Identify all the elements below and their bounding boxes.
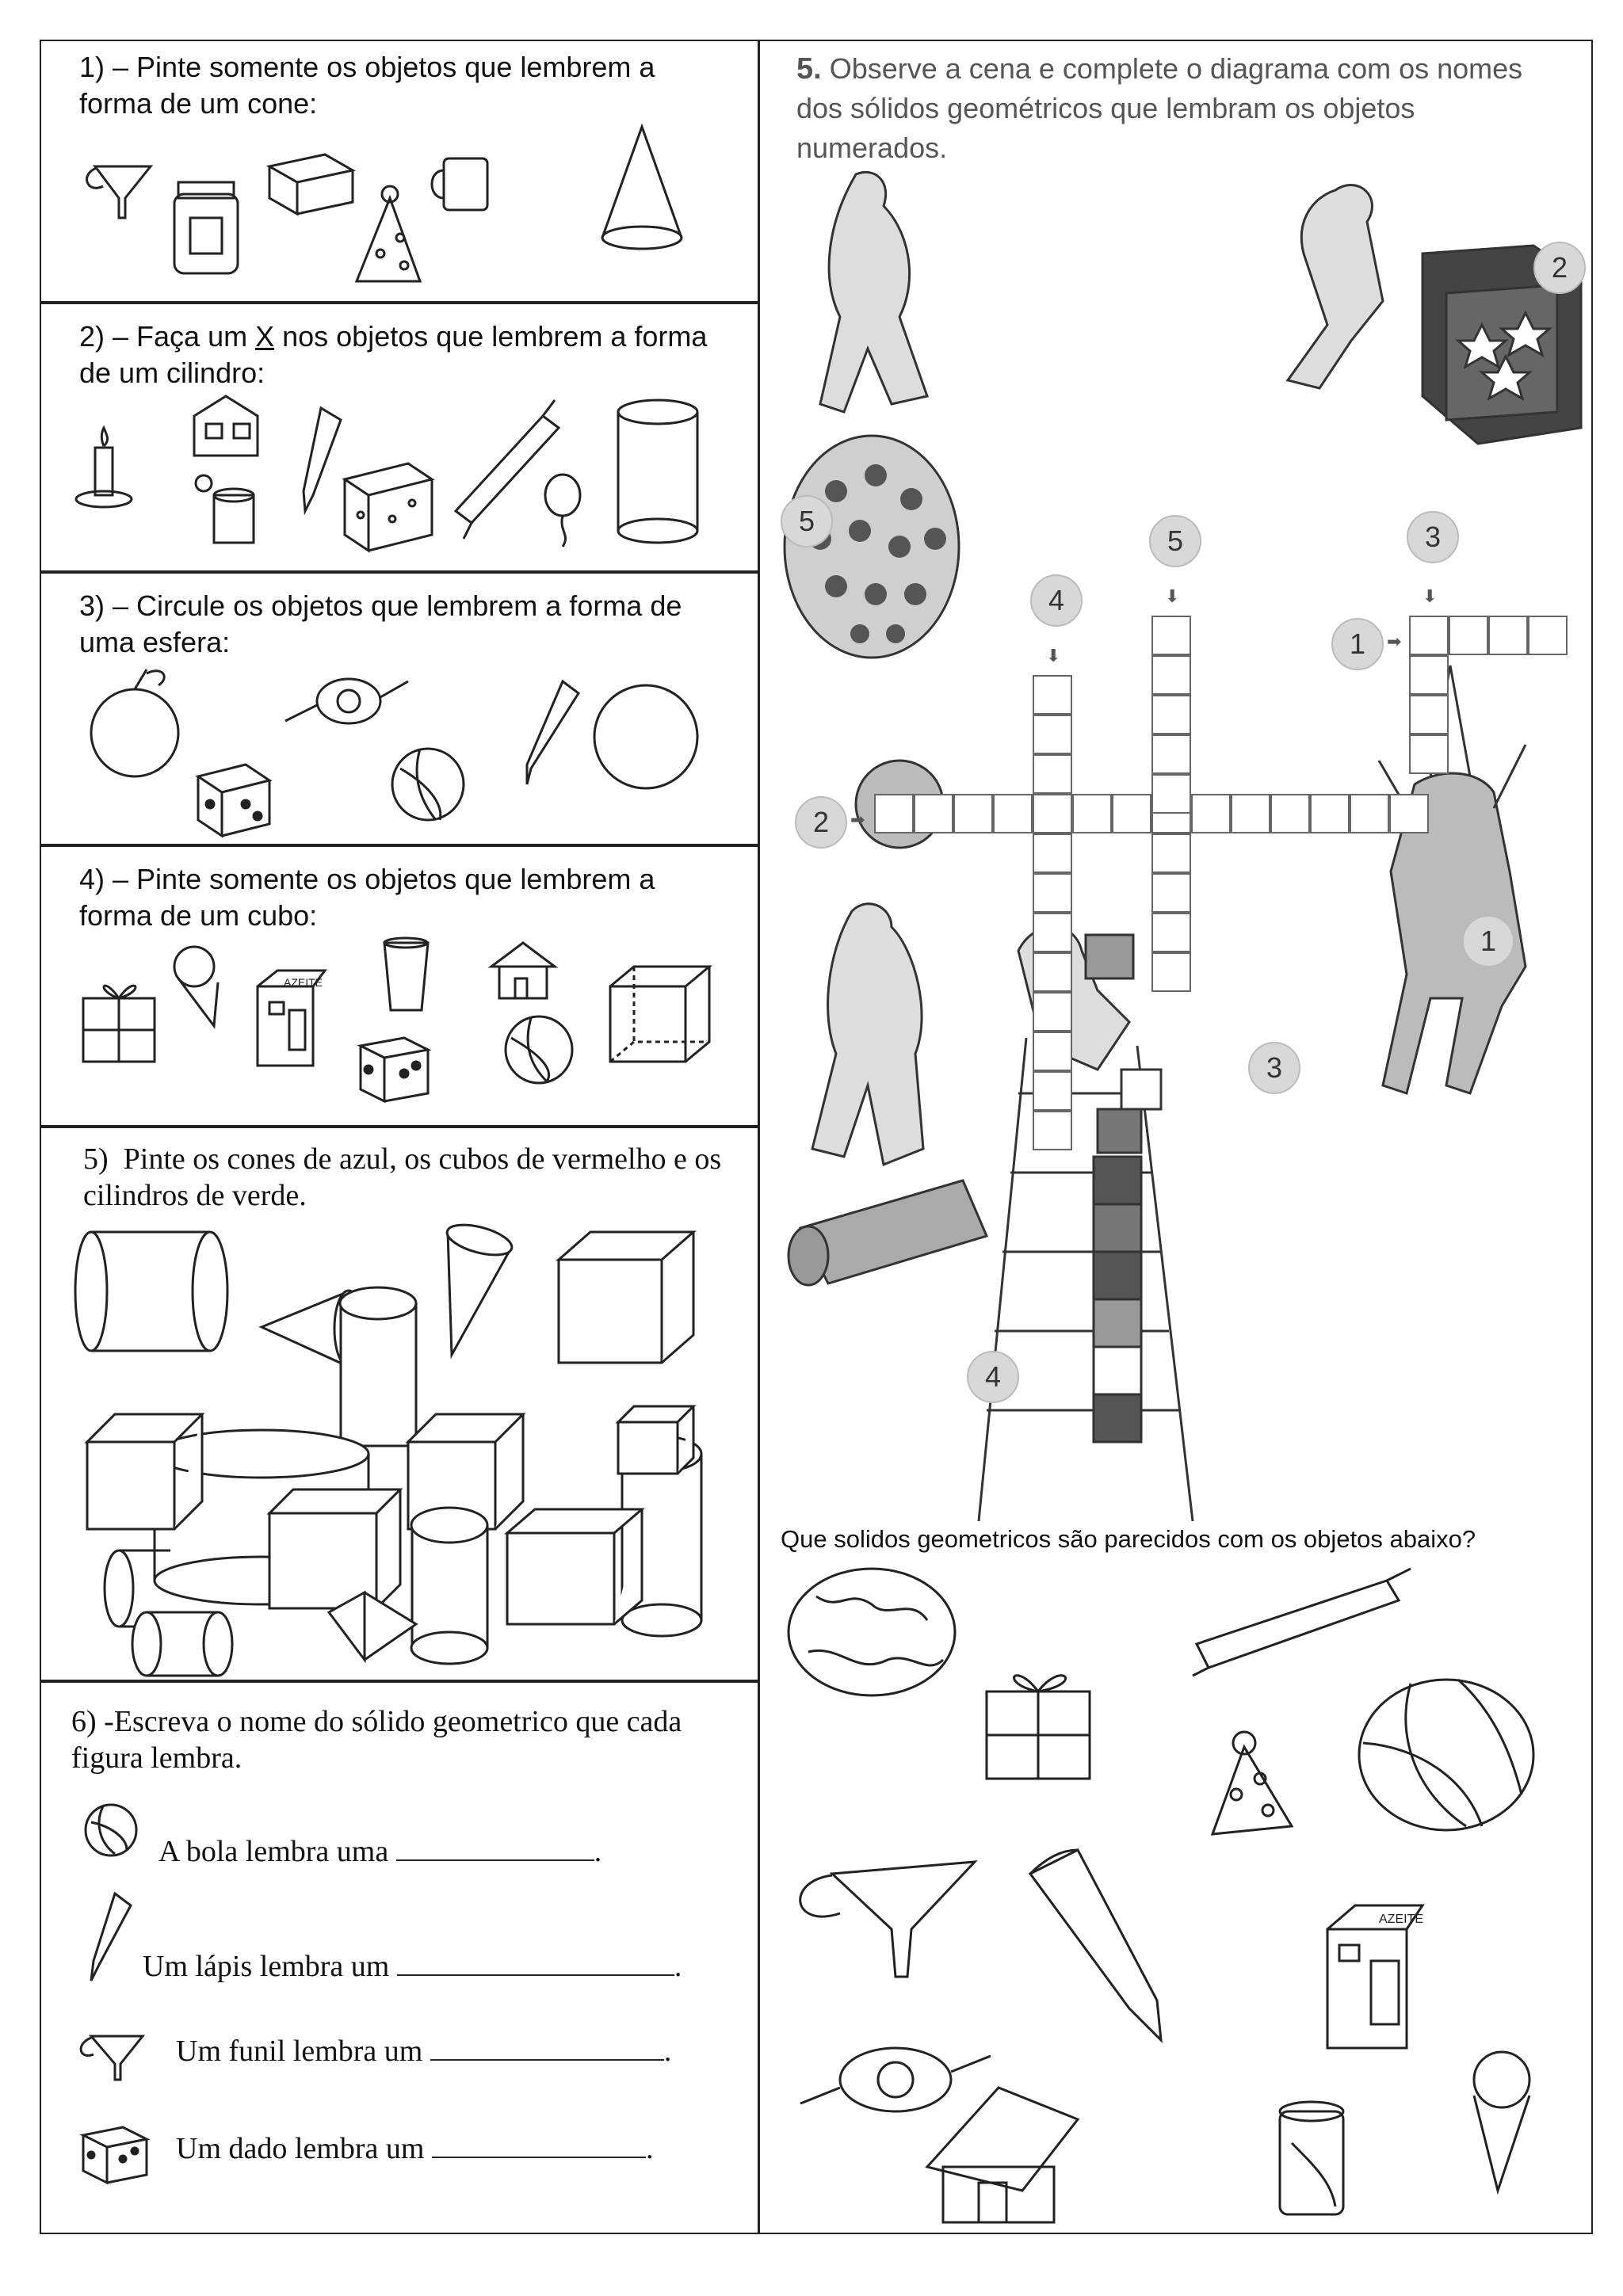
- gift-icon: [987, 1676, 1090, 1779]
- section-divider: [40, 1125, 759, 1128]
- balloon-icon: [545, 475, 580, 547]
- crossword-cell[interactable]: [1033, 952, 1072, 992]
- house-icon: [491, 943, 555, 998]
- question-1: 1) – Pinte somente os objetos que lembrem a forma de um cone:: [79, 51, 655, 120]
- rolling-pin-icon: [456, 400, 559, 539]
- trash-can-icon: [384, 938, 428, 1010]
- question-2: 2) – Faça um X nos objetos que lembrem a forma de um cilindro:: [79, 320, 708, 389]
- crossword-cell[interactable]: [1389, 794, 1429, 833]
- party-hat-icon: [357, 186, 420, 281]
- house-icon: [927, 2088, 1078, 2222]
- q6-line-4: Um dado lembra um .: [176, 2132, 654, 2165]
- cube-shape: [559, 1232, 693, 1363]
- badge-3: 3: [1248, 1042, 1300, 1094]
- crossword-cell[interactable]: [1151, 873, 1191, 913]
- crossword-cell[interactable]: [1033, 715, 1072, 754]
- ball-icon: [1359, 1680, 1533, 1830]
- solids-composition[interactable]: [67, 1216, 749, 1676]
- crossword-cell[interactable]: [1151, 913, 1191, 952]
- cylinder-icon: [618, 400, 697, 543]
- can-icon: [1280, 2102, 1343, 2214]
- ball-icon: [392, 749, 464, 820]
- bottom-question: Que solidos geometricos são parecidos com os objetos abaixo?: [781, 1525, 1476, 1553]
- crossword-cell[interactable]: [1033, 1032, 1072, 1071]
- gift-icon: [83, 986, 155, 1062]
- badge-4: 4: [1030, 574, 1083, 627]
- oil-can-icon: [1327, 1905, 1423, 2048]
- pencil-icon: [304, 408, 341, 511]
- question-4: 4) – Pinte somente os objetos que lembrem a forma de um cubo:: [79, 863, 655, 932]
- ball-icon: [86, 1805, 136, 1855]
- orange-icon: [91, 669, 178, 776]
- crossword-cell[interactable]: [1409, 616, 1449, 655]
- section-divider: [40, 570, 759, 574]
- down-arrow-icon: ⬇: [1046, 646, 1061, 666]
- candy-icon: [800, 2048, 991, 2111]
- question-5-right: 5. Observe a cena e complete o diagrama com os nomes dos sólidos geométricos que lembram os objetos numerados.: [796, 52, 1523, 164]
- dice-icon: [361, 1038, 428, 1101]
- crossword-cell[interactable]: [874, 794, 914, 833]
- dice-icon: [83, 2127, 147, 2183]
- question-5-left: 5) Pinte os cones de azul, os cubos de vermelho e os cilindros de verde.: [83, 1142, 722, 1212]
- crossword-cell[interactable]: [1072, 794, 1112, 833]
- answer-blank[interactable]: [397, 1951, 674, 1976]
- right-arrow-icon: ➡: [850, 810, 865, 830]
- candy-icon: [285, 679, 408, 723]
- clown-on-ball-illustration: [785, 172, 959, 658]
- ice-cream-icon: [1474, 2052, 1529, 2191]
- badge-5: 5: [1149, 515, 1201, 567]
- crossword-cell[interactable]: [1033, 794, 1072, 833]
- crossword-cell[interactable]: [1151, 774, 1191, 814]
- badge-4: 4: [967, 1351, 1019, 1403]
- globe-icon: [789, 1569, 955, 1695]
- crossword-cell[interactable]: [953, 794, 993, 833]
- crossword-cell[interactable]: [1151, 616, 1191, 655]
- q6-line-2: Um lápis lembra um .: [143, 1950, 682, 1983]
- right-arrow-icon: ➡: [1387, 631, 1402, 651]
- badge-1: 1: [1331, 618, 1384, 670]
- badge-2: 2: [1533, 242, 1586, 294]
- crossword-cell[interactable]: [1310, 794, 1350, 833]
- candle-icon: [76, 428, 132, 507]
- answer-blank[interactable]: [396, 1836, 594, 1861]
- crossword-cell[interactable]: [1033, 1071, 1072, 1111]
- badge-1: 1: [1462, 915, 1514, 967]
- pencil-icon: [91, 1894, 131, 1981]
- crossword-cell[interactable]: [1270, 794, 1310, 833]
- mug-icon: [432, 158, 487, 210]
- pencil-icon: [527, 681, 579, 784]
- q6-line-3: Um funil lembra um .: [176, 2035, 672, 2068]
- crossword-cell[interactable]: [1409, 734, 1449, 774]
- q1-objects[interactable]: [87, 151, 745, 293]
- svg-text:AZEITE: AZEITE: [284, 976, 323, 989]
- crossword-cell[interactable]: [1033, 1111, 1072, 1150]
- crossword-cell[interactable]: [993, 794, 1033, 833]
- question-3: 3) – Circule os objetos que lembrem a forma de uma esfera:: [79, 589, 682, 658]
- crossword-cell[interactable]: [1033, 833, 1072, 873]
- column-divider: [758, 40, 760, 2234]
- badge-5: 5: [781, 495, 833, 547]
- answer-blank[interactable]: [430, 2035, 664, 2061]
- q6-line-1: A bola lembra uma .: [158, 1835, 602, 1868]
- badge-2: 2: [795, 796, 847, 849]
- question-6: 6) -Escreva o nome do sólido geometrico que cada figura lembra.: [71, 1705, 682, 1775]
- crossword-cell[interactable]: [1409, 655, 1449, 695]
- sphere-icon: [594, 685, 697, 788]
- clown-on-ladder-illustration: [979, 927, 1193, 1521]
- crossword-cell[interactable]: [1151, 734, 1191, 774]
- ice-cream-icon: [174, 947, 218, 1026]
- clown-pushing-box-illustration: [1288, 185, 1581, 444]
- crossword-cell[interactable]: [1151, 655, 1191, 695]
- jar-icon: [174, 182, 238, 273]
- cube-icon: [610, 967, 709, 1062]
- crossword-cell[interactable]: [1033, 913, 1072, 952]
- section-divider: [40, 301, 759, 304]
- box-icon: [269, 154, 353, 214]
- clown-jumping-illustration: [1379, 666, 1526, 1093]
- crossword-cell[interactable]: [1409, 695, 1449, 734]
- q6-icons: [79, 1802, 151, 2246]
- section-divider: [40, 844, 759, 847]
- crossword-cell[interactable]: [1151, 952, 1191, 992]
- crossword-cell[interactable]: [1528, 616, 1568, 655]
- crossword-cell[interactable]: [1033, 675, 1072, 715]
- crossword-cell[interactable]: [1488, 616, 1528, 655]
- q2-objects[interactable]: [75, 392, 733, 566]
- pencil-icon: [1030, 1850, 1161, 2040]
- dice-icon: [198, 765, 269, 836]
- cylinder-shape: [411, 1508, 487, 1664]
- oil-can-icon: [258, 971, 325, 1066]
- crossword-cell[interactable]: [1231, 794, 1270, 833]
- cylinder-shape: [75, 1232, 227, 1351]
- cylinder-shape: [132, 1612, 232, 1676]
- q4-objects[interactable]: [79, 935, 729, 1113]
- crossword-cell[interactable]: [1449, 616, 1488, 655]
- funnel-icon: [81, 2036, 143, 2080]
- cylinder-shape: [340, 1287, 416, 1446]
- down-arrow-icon: ⬇: [1423, 586, 1438, 606]
- cube-shape: [269, 1489, 400, 1608]
- rolling-pin-icon: [1193, 1569, 1411, 1676]
- section-divider: [40, 1680, 759, 1683]
- answer-blank[interactable]: [432, 2133, 646, 2158]
- svg-text:AZEITE: AZEITE: [1379, 1913, 1424, 1926]
- q3-objects[interactable]: [87, 666, 721, 840]
- x-mark-label: X: [255, 320, 275, 353]
- party-hat-icon: [1212, 1732, 1292, 1834]
- bottom-objects[interactable]: [785, 1565, 1577, 2230]
- crossword-cell[interactable]: [1350, 794, 1389, 833]
- can-icon: [196, 475, 254, 543]
- dotted-box-icon: [345, 463, 432, 551]
- funnel-icon: [87, 166, 151, 218]
- ball-icon: [506, 1016, 572, 1083]
- crossword-cell[interactable]: [1191, 794, 1231, 833]
- crossword-cell[interactable]: [1033, 873, 1072, 913]
- crossword-cell[interactable]: [1112, 794, 1151, 833]
- cone-shape: [444, 1219, 514, 1355]
- crossword-cell[interactable]: [1033, 992, 1072, 1032]
- crossword-cell[interactable]: [1151, 833, 1191, 873]
- house-icon: [194, 396, 258, 456]
- funnel-icon: [800, 1862, 975, 1977]
- badge-3: 3: [1407, 511, 1459, 563]
- crossword-cell[interactable]: [1033, 754, 1072, 794]
- crossword-cell[interactable]: [1151, 695, 1191, 734]
- down-arrow-icon: ⬇: [1165, 586, 1180, 606]
- crossword-cell[interactable]: [914, 794, 953, 833]
